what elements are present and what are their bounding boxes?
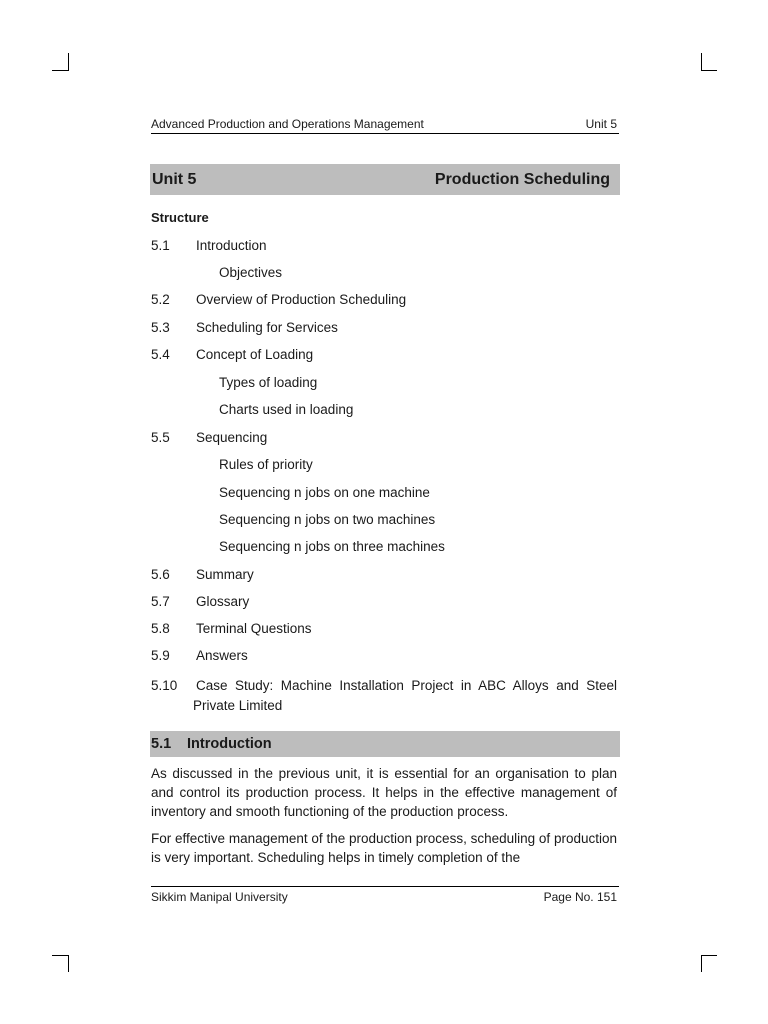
toc-number: 5.5: [151, 430, 170, 445]
page-number: Page No. 151: [543, 890, 617, 904]
toc-label: Terminal Questions: [196, 621, 312, 636]
toc-label: Introduction: [196, 238, 267, 253]
toc-label: Answers: [196, 648, 248, 663]
toc-subitem: Sequencing n jobs on one machine: [219, 485, 430, 500]
toc-label: Overview of Production Scheduling: [196, 292, 407, 307]
toc-number: 5.8: [151, 621, 170, 636]
section-number: 5.1: [151, 736, 172, 752]
section-title: Introduction: [187, 736, 272, 752]
toc-label-continued: Private Limited: [193, 698, 283, 713]
toc-subitem: Charts used in loading: [219, 402, 354, 417]
toc-label: Scheduling for Services: [196, 320, 338, 335]
body-paragraph: For effective management of the production process, scheduling of production is very important. Scheduling helps in timely completion of the: [151, 831, 617, 865]
toc-subitem: Sequencing n jobs on three machines: [219, 539, 445, 554]
crop-mark-top-left: [68, 53, 69, 71]
toc-subitem: Sequencing n jobs on two machines: [219, 512, 436, 527]
toc-number: 5.1: [151, 238, 170, 253]
toc-number: 5.9: [151, 648, 170, 663]
crop-mark-bottom-left: [52, 955, 68, 956]
toc-number: 5.6: [151, 567, 170, 582]
toc-label: Glossary: [196, 594, 250, 609]
running-footer: [151, 886, 619, 907]
section-heading-bar: [150, 731, 620, 757]
crop-mark-bottom-right: [701, 955, 717, 956]
body-paragraph: As discussed in the previous unit, it is essential for an organisation to plan and control its production process. It helps in the effective management of inventory and smooth functioning of the production process.: [151, 766, 617, 819]
toc-number: 5.3: [151, 320, 170, 335]
structure-heading: Structure: [151, 210, 209, 225]
unit-title: Production Scheduling: [434, 171, 610, 188]
toc-item-case-study: [151, 676, 617, 716]
toc-label: Case Study: Machine Installation Project in ABC Alloys and Steel: [196, 678, 617, 693]
toc-number: 5.4: [151, 347, 170, 362]
header-title: Advanced Production and Operations Management: [151, 117, 424, 131]
header-unit: Unit 5: [585, 117, 617, 131]
toc-subitem: Objectives: [219, 265, 283, 280]
toc-label: Summary: [196, 567, 254, 582]
unit-number: Unit 5: [152, 171, 197, 188]
crop-mark-top-right: [701, 53, 702, 71]
toc-subitem: Types of loading: [219, 375, 318, 390]
crop-mark-bottom-right: [701, 955, 702, 972]
running-header: [151, 117, 619, 134]
toc-number: 5.7: [151, 594, 170, 609]
toc-number: 5.2: [151, 292, 170, 307]
crop-mark-top-left: [52, 70, 68, 71]
crop-mark-bottom-left: [68, 955, 69, 972]
crop-mark-top-right: [701, 70, 717, 71]
unit-title-bar: [150, 164, 620, 195]
footer-university: Sikkim Manipal University: [151, 890, 288, 904]
toc-label: Concept of Loading: [196, 347, 314, 362]
toc-label: Sequencing: [196, 430, 268, 445]
toc-subitem: Rules of priority: [219, 457, 313, 472]
toc-number: 5.10: [151, 678, 178, 693]
